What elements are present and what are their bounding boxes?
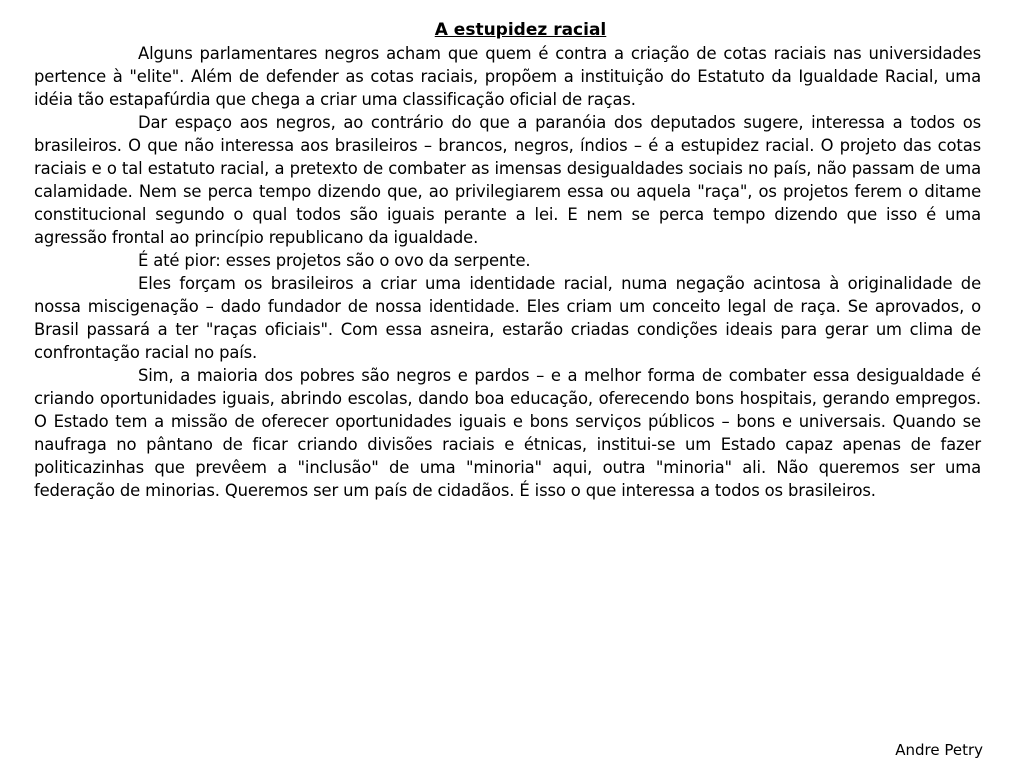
document-title: A estupidez racial: [434, 20, 607, 40]
paragraph-4: Eles forçam os brasileiros a criar uma identidade racial, numa negação acintosa à originalidade de nossa miscigenação – dado fundador de nossa identidade. Eles criam um conceito legal de raça. Se aprovados, o Brasil passará a ter "raças oficiais". Com essa asneira, estarão criadas condições ideais para gerar um clima de confrontação racial no país.: [34, 274, 981, 362]
paragraph-1: Alguns parlamentares negros acham que quem é contra a criação de cotas raciais nas universidades pertence à "elite". Além de defender as cotas raciais, propõem a instituição do Estatuto da Igualdade Racial, uma idéia tão estapafúrdia que chega a criar uma classificação oficial de raças.: [34, 44, 981, 109]
author-signature: Andre Petry: [895, 741, 983, 759]
paragraph-5: Sim, a maioria dos pobres são negros e pardos – e a melhor forma de combater essa desigualdade é criando oportunidades iguais, abrindo escolas, dando boa educação, oferecendo bons hospitais, gerando empregos. O Estado tem a missão de oferecer oportunidades iguais e bons serviços públicos – bons e universais. Quando se naufraga no pântano de ficar criando divisões raciais e étnicas, institui-se um Estado capaz apenas de fazer politicazinhas que prevêem a "inclusão" de uma "minoria" aqui, outra "minoria" ali. Não queremos ser uma federação de minorias. Queremos ser um país de cidadãos. É isso o que interessa a todos os brasileiros.: [34, 366, 981, 500]
paragraph-3: É até pior: esses projetos são o ovo da serpente.: [138, 251, 531, 270]
document-body: [34, 18, 981, 502]
paragraph-2: Dar espaço aos negros, ao contrário do que a paranóia dos deputados sugere, interessa a todos os brasileiros. O que não interessa aos brasileiros – brancos, negros, índios – é a estupidez racial. O projeto das cotas raciais e o tal estatuto racial, a pretexto de combater as imensas desigualdades sociais no país, não passam de uma calamidade. Nem se perca tempo dizendo que, ao privilegiarem essa ou aquela "raça", os projetos ferem o ditame constitucional segundo o qual todos são iguais perante a lei. E nem se perca tempo dizendo que isso é uma agressão frontal ao princípio republicano da igualdade.: [34, 113, 981, 247]
